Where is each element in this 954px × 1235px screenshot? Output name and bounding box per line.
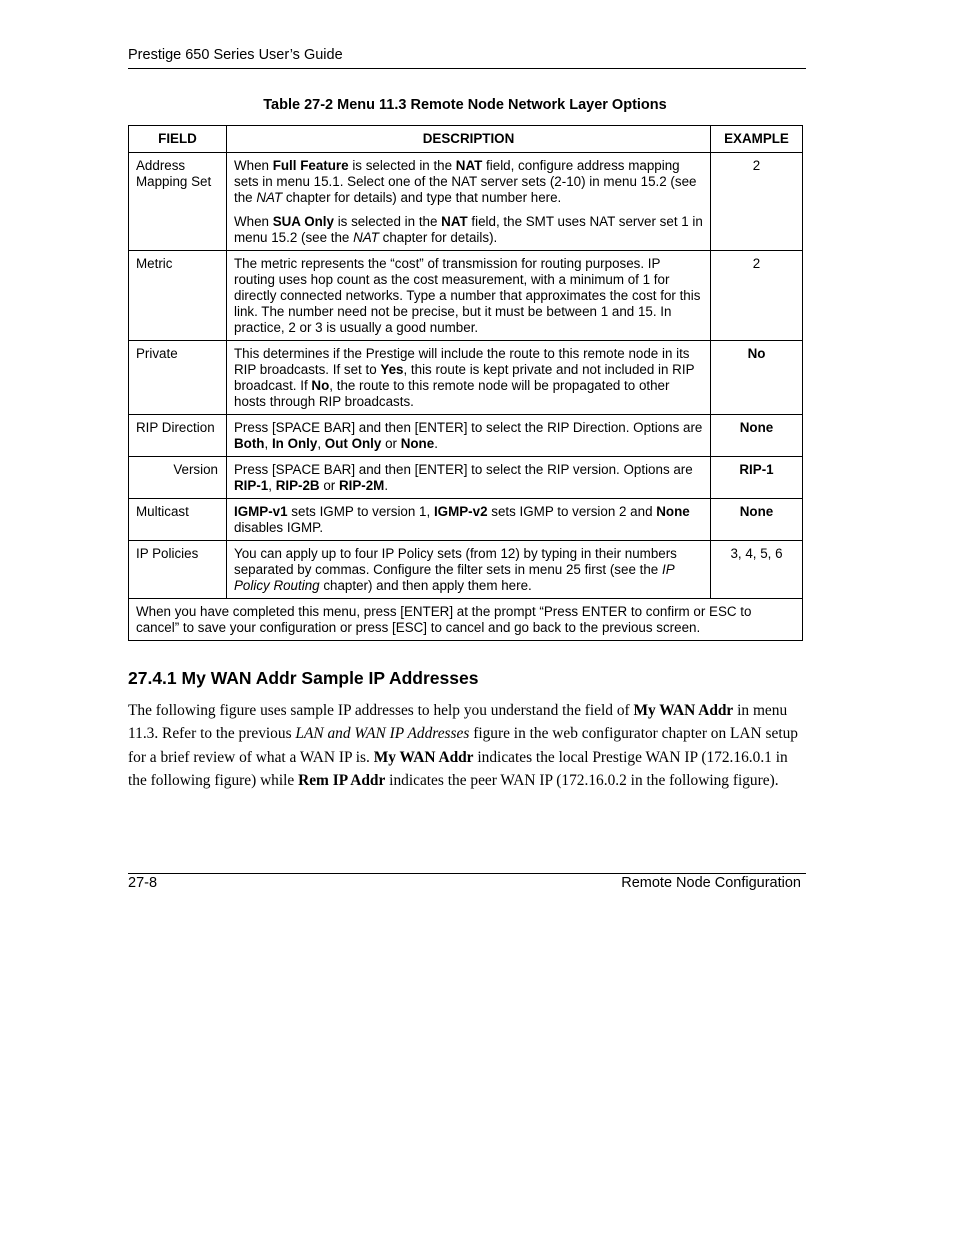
bold-term: Yes xyxy=(380,362,404,377)
bold-term: SUA Only xyxy=(272,214,334,229)
table-row xyxy=(129,415,803,457)
example-cell: 2 xyxy=(711,251,803,341)
table-row xyxy=(129,341,803,415)
bold-term: Out Only xyxy=(324,436,382,451)
bold-term: RIP-2B xyxy=(275,478,320,493)
bold-term: NAT xyxy=(441,214,468,229)
description-paragraph: When Full Feature is selected in the NAT field, configure address mapping sets in menu 15.1. Select one of the NAT server sets (2-10) in menu 15.2 (see the NAT chapter for details) and type that number here. xyxy=(234,158,697,205)
description-cell: IGMP-v1 sets IGMP to version 1, IGMP-v2 sets IGMP to version 2 and None disables IGMP. xyxy=(227,499,711,541)
table-note-row xyxy=(129,599,803,641)
italic-reference: IP Policy Routing xyxy=(234,562,675,593)
field-cell: RIP Direction xyxy=(129,415,227,457)
field-cell: Multicast xyxy=(129,499,227,541)
bold-term: IGMP-v1 xyxy=(234,504,288,519)
italic-reference: LAN and WAN IP Addresses xyxy=(295,725,470,743)
column-header-field: FIELD xyxy=(129,126,227,153)
example-cell: None xyxy=(711,415,803,457)
bold-term: None xyxy=(656,504,690,519)
bold-term: NAT xyxy=(455,158,483,173)
table-note: When you have completed this menu, press [ENTER] at the prompt “Press ENTER to confirm or ESC to cancel” to save your configuration or press [ESC] to cancel and go back to the previous screen. xyxy=(129,599,803,641)
description-cell: Press [SPACE BAR] and then [ENTER] to select the RIP version. Options are RIP-1, RIP-2B or RIP-2M. xyxy=(227,457,711,499)
description-cell: You can apply up to four IP Policy sets (from 12) by typing in their numbers separated by commas. Configure the filter sets in menu 25 first (see the IP Policy Routing chapter) and then apply them here. xyxy=(227,541,711,599)
table-row xyxy=(129,499,803,541)
italic-reference: NAT xyxy=(353,230,379,245)
footer-chapter-title: Remote Node Configuration xyxy=(621,875,801,891)
running-header-title: Prestige 650 Series User’s Guide xyxy=(128,47,343,63)
table-row xyxy=(129,457,803,499)
field-cell: IP Policies xyxy=(129,541,227,599)
page-number: 27-8 xyxy=(128,875,158,891)
description-paragraph: When SUA Only is selected in the NAT field, the SMT uses NAT server set 1 in menu 15.2 (see the NAT chapter for details). xyxy=(234,214,703,245)
example-cell: No xyxy=(711,341,803,415)
description-cell: The metric represents the “cost” of transmission for routing purposes. IP routing uses hop count as the cost measurement, with a minimum of 1 for directly connected networks. Type a number that approximates the cost for this link. The number need not be precise, but it must be between 1 and 15. In practice, 2 or 3 is usually a good number. xyxy=(227,251,711,341)
description-cell: Press [SPACE BAR] and then [ENTER] to select the RIP Direction. Options are Both, In Only, Out Only or None. xyxy=(227,415,711,457)
body-paragraph: The following figure uses sample IP addresses to help you understand the field of My WAN Addr in menu 11.3. Refer to the previous LAN and WAN IP Addresses figure in the web configurator chapter on LAN setup for a brief review of what a WAN IP is. My WAN Addr indicates the local Prestige WAN IP (172.16.0.1 in the following figure) while Rem IP Addr indicates the peer WAN IP (172.16.0.2 in the following figure). xyxy=(128,702,798,789)
bold-term: My WAN Addr xyxy=(373,748,474,766)
bold-term: Full Feature xyxy=(272,158,349,173)
bold-term: RIP-1 xyxy=(234,478,269,493)
field-cell: Version xyxy=(129,457,227,499)
example-cell: 3, 4, 5, 6 xyxy=(711,541,803,599)
section-heading: 27.4.1 My WAN Addr Sample IP Addresses xyxy=(128,668,479,688)
footer-divider xyxy=(128,873,806,874)
table-row xyxy=(129,153,803,251)
bold-term: Rem IP Addr xyxy=(298,771,386,789)
column-header-example: EXAMPLE xyxy=(711,126,803,153)
bold-term: Both xyxy=(234,436,265,451)
description-cell xyxy=(227,153,711,251)
bold-term: IGMP-v2 xyxy=(433,504,488,519)
example-cell: 2 xyxy=(711,153,803,251)
bold-term: My WAN Addr xyxy=(633,702,734,719)
bold-term: No xyxy=(311,378,330,393)
bold-term: In Only xyxy=(271,436,318,451)
example-cell: RIP-1 xyxy=(711,457,803,499)
field-cell: Metric xyxy=(129,251,227,341)
header-divider xyxy=(128,68,806,69)
bold-term: None xyxy=(400,436,435,451)
example-cell: None xyxy=(711,499,803,541)
italic-reference: NAT xyxy=(256,190,283,205)
field-cell: Private xyxy=(129,341,227,415)
table-row xyxy=(129,251,803,341)
description-cell: This determines if the Prestige will include the route to this remote node in its RIP broadcasts. If set to Yes, this route is kept private and not included in RIP broadcast. If No, the route to this remote node will be propagated to other hosts through RIP broadcasts. xyxy=(227,341,711,415)
table-caption: Table 27-2 Menu 11.3 Remote Node Network Layer Options xyxy=(263,97,667,113)
field-cell: Address Mapping Set xyxy=(129,153,227,251)
column-header-description: DESCRIPTION xyxy=(227,126,711,153)
network-layer-options-table xyxy=(128,125,803,641)
table-header-row xyxy=(129,126,803,153)
bold-term: RIP-2M xyxy=(338,478,385,493)
table-row xyxy=(129,541,803,599)
